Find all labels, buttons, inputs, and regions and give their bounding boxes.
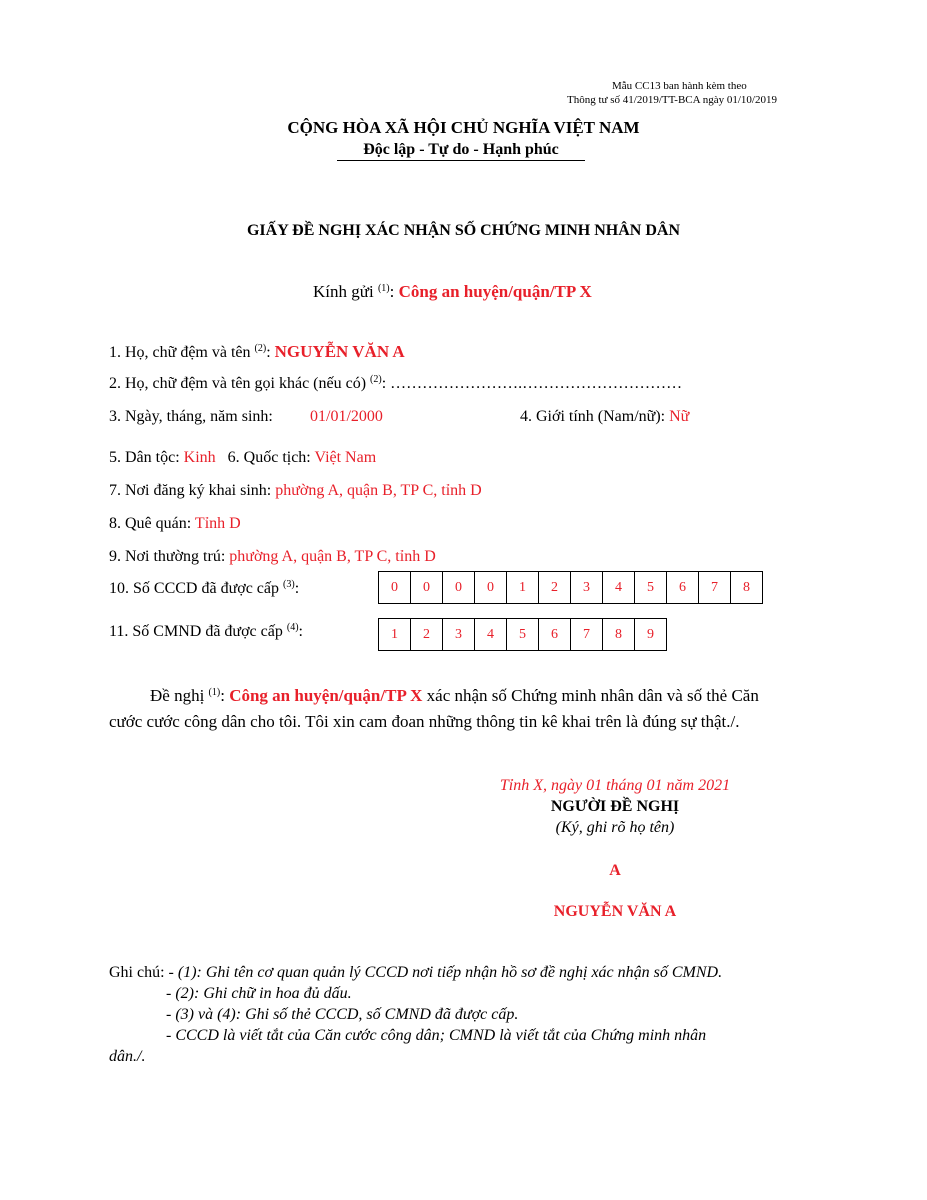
field-ethnic-nationality — [109, 449, 376, 467]
cccd-digit-boxes — [378, 571, 763, 604]
cmnd-digit-box: 8 — [602, 618, 635, 651]
cmnd-sup: (4) — [286, 622, 299, 633]
cmnd-digit-box: 4 — [474, 618, 507, 651]
cmnd-digit-box: 9 — [634, 618, 667, 651]
note-4b: dân./. — [109, 1048, 146, 1065]
note-1: - (1): Ghi tên cơ quan quản lý CCCD nơi tiếp nhận hồ sơ đề nghị xác nhận số CMND. — [168, 964, 723, 981]
name-label: 1. Họ, chữ đệm và tên — [109, 344, 255, 361]
note-3: - (3) và (4): Ghi số thẻ CCCD, số CMND đã được cấp. — [166, 1006, 519, 1023]
field-dob — [109, 408, 273, 426]
field-hometown — [109, 515, 241, 533]
cccd-digit-box: 7 — [698, 571, 731, 604]
field-name — [109, 342, 405, 362]
notes-label: Ghi chú: — [109, 964, 169, 981]
ethnic-label: 5. Dân tộc: — [109, 449, 184, 466]
gender-label: 4. Giới tính (Nam/nữ): — [520, 408, 670, 425]
recipient-label: Kính gửi — [313, 282, 378, 301]
cmnd-digit-box: 3 — [442, 618, 475, 651]
hometown-value: Tỉnh D — [194, 515, 241, 532]
cccd-digit-box: 1 — [506, 571, 539, 604]
motto — [337, 141, 585, 161]
signature-full-name: NGUYỄN VĂN A — [553, 903, 677, 920]
nationality-value: Việt Nam — [314, 449, 377, 466]
cccd-colon: : — [294, 580, 300, 597]
note-line1 — [109, 964, 722, 982]
cccd-digit-box: 3 — [570, 571, 603, 604]
cccd-digit-box: 0 — [442, 571, 475, 604]
cmnd-digit-box: 2 — [410, 618, 443, 651]
request-line1 — [150, 686, 759, 706]
alias-sup: (2) — [370, 374, 382, 385]
nation-heading: CỘNG HÒA XÃ HỘI CHỦ NGHĨA VIỆT NAM — [287, 118, 640, 137]
cccd-digit-box: 0 — [378, 571, 411, 604]
request-sup: (1) — [208, 687, 221, 698]
dob-label: 3. Ngày, tháng, năm sinh: — [109, 408, 273, 425]
field-residence — [109, 548, 436, 566]
request-colon: : — [220, 686, 230, 705]
signature-role: NGƯỜI ĐỀ NGHỊ — [550, 798, 680, 815]
cmnd-digit-boxes — [378, 618, 667, 651]
cccd-digit-box: 5 — [634, 571, 667, 604]
signature-instruction: (Ký, ghi rõ họ tên) — [555, 819, 675, 836]
recipient-value: Công an huyện/quận/TP X — [398, 282, 592, 301]
field-cmnd — [109, 623, 303, 641]
field-gender — [520, 408, 689, 426]
name-colon: : — [266, 344, 275, 361]
request-line2: cước cước công dân cho tôi. Tôi xin cam đoan những thông tin kê khai trên là đúng sự thật./. — [109, 712, 740, 731]
field-alias — [109, 375, 682, 393]
note-2: - (2): Ghi chữ in hoa đủ dấu. — [166, 985, 352, 1002]
request-rest-line1: xác nhận số Chứng minh nhân dân và số thẻ Căn — [422, 686, 759, 705]
signature-mark: A — [609, 862, 621, 879]
signature-place-date: Tỉnh X, ngày 01 tháng 01 năm 2021 — [499, 777, 731, 794]
name-sup: (2) — [254, 343, 267, 354]
cmnd-digit-box: 6 — [538, 618, 571, 651]
cmnd-digit-box: 7 — [570, 618, 603, 651]
cccd-digit-box: 0 — [410, 571, 443, 604]
dob-value: 01/01/2000 — [310, 408, 383, 425]
note-4a: - CCCD là viết tắt của Căn cước công dân; CMND là viết tắt của Chứng minh nhân — [166, 1027, 707, 1044]
cmnd-digit-box: 5 — [506, 618, 539, 651]
residence-label: 9. Nơi thường trú: — [109, 548, 230, 565]
alias-value: : …………………….………………………… — [381, 375, 683, 392]
form-reference-line2: Thông tư số 41/2019/TT-BCA ngày 01/10/2019 — [567, 94, 777, 106]
cmnd-colon: : — [298, 623, 303, 640]
cccd-digit-box: 0 — [474, 571, 507, 604]
cmnd-label: 11. Số CMND đã được cấp — [109, 623, 287, 640]
cccd-digit-box: 8 — [730, 571, 763, 604]
request-agency: Công an huyện/quận/TP X — [229, 686, 423, 705]
recipient-sup: (1) — [377, 283, 390, 294]
cccd-digit-box: 2 — [538, 571, 571, 604]
nationality-label: 6. Quốc tịch: — [227, 449, 315, 466]
recipient-colon: : — [389, 282, 399, 301]
residence-value: phường A, quận B, TP C, tỉnh D — [229, 548, 436, 565]
cccd-digit-box: 4 — [602, 571, 635, 604]
cccd-sup: (3) — [283, 579, 295, 590]
recipient-line — [313, 282, 592, 302]
cmnd-digit-box: 1 — [378, 618, 411, 651]
ethnic-value: Kinh — [183, 449, 216, 466]
document-title: GIẤY ĐỀ NGHỊ XÁC NHẬN SỐ CHỨNG MINH NHÂN DÂN — [246, 222, 681, 239]
cccd-digit-box: 6 — [666, 571, 699, 604]
birthplace-label: 7. Nơi đăng ký khai sinh: — [109, 482, 276, 499]
motto-text: Độc lập - Tự do - Hạnh phúc — [363, 141, 559, 158]
hometown-label: 8. Quê quán: — [109, 515, 195, 532]
alias-label: 2. Họ, chữ đệm và tên gọi khác (nếu có) — [109, 375, 371, 392]
request-lead: Đề nghị — [150, 686, 209, 705]
name-value: NGUYỄN VĂN A — [274, 342, 405, 361]
cccd-label: 10. Số CCCD đã được cấp — [109, 580, 284, 597]
birthplace-value: phường A, quận B, TP C, tỉnh D — [275, 482, 482, 499]
field-cccd — [109, 580, 299, 598]
gender-value: Nữ — [669, 408, 690, 425]
field-birthplace — [109, 482, 482, 500]
form-reference-line1: Mẫu CC13 ban hành kèm theo — [612, 80, 747, 92]
